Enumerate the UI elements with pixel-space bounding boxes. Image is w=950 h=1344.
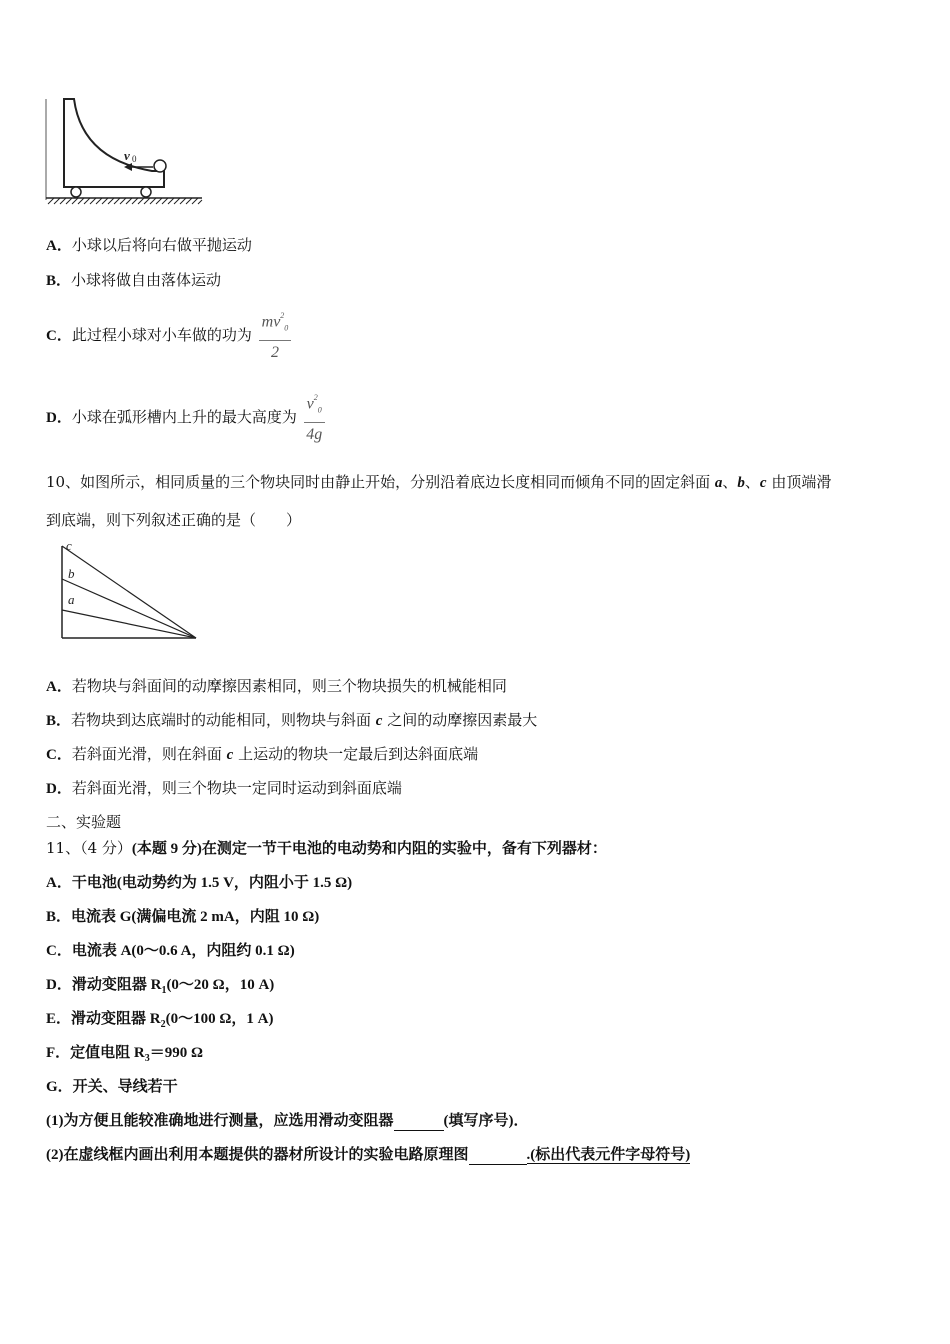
item-text: (0～20 Ω，10 A) — [166, 977, 275, 993]
item-subscript: 2 — [160, 1019, 166, 1030]
option-text: 若物块与斜面间的动摩擦因素相同，则三个物块损失的机械能相同 — [71, 677, 507, 695]
question-number: 11、 — [46, 839, 81, 857]
section-title — [46, 812, 121, 832]
question-score: （4 分） — [80, 839, 132, 857]
var-c: c — [375, 713, 383, 729]
subquestion-text: (填写序号)． — [443, 1113, 529, 1129]
question-number: 10、 — [46, 473, 81, 491]
item-label: A． — [46, 875, 72, 891]
label-c: c — [66, 540, 72, 553]
option-text: 小球在弧形槽内上升的最大高度为 — [71, 408, 297, 427]
item-text: 电流表 A(0～0.6 A，内阻约 0.1 Ω) — [71, 943, 295, 959]
item-subscript: 1 — [161, 985, 167, 996]
ground-hatching — [48, 198, 202, 204]
fraction-sub: 0 — [284, 323, 289, 333]
cart-wheel-left — [71, 187, 81, 197]
section-title-text: 二、实验题 — [46, 813, 122, 831]
var-a: a — [714, 475, 723, 491]
subquestion-text: (2)在虚线框内画出利用本题提供的器材所设计的实验电路原理图 — [46, 1147, 469, 1163]
fraction-numerator: v — [306, 395, 314, 413]
ball — [154, 160, 166, 172]
answer-blank[interactable] — [469, 1144, 527, 1165]
q11-subquestion-2 — [46, 1144, 690, 1165]
incline-b — [62, 579, 196, 638]
var-c: c — [759, 475, 767, 491]
q9-option-c — [46, 308, 291, 361]
separator: 、 — [744, 473, 760, 491]
cart-track-figure — [40, 95, 210, 210]
item-text: 滑动变阻器 R — [71, 977, 162, 993]
option-text: 上运动的物块一定最后到达斜面底端 — [233, 745, 479, 763]
fraction-denominator: 2 — [270, 343, 279, 361]
option-label: C． — [46, 328, 72, 345]
var-b: b — [737, 475, 745, 491]
option-label: A． — [46, 679, 72, 695]
height-fraction — [304, 390, 325, 446]
cart-body — [64, 99, 164, 187]
option-label: B． — [46, 713, 72, 729]
q11-item-d — [46, 974, 274, 1001]
option-text: 小球以后将向右做平抛运动 — [71, 236, 252, 254]
q10-stem-line1 — [46, 472, 831, 493]
answer-blank[interactable] — [394, 1110, 444, 1131]
item-text: ＝990 Ω — [149, 1045, 204, 1061]
item-text: 定值电阻 R — [70, 1045, 145, 1061]
option-text: 若斜面光滑，则在斜面 — [71, 745, 227, 763]
velocity-subscript: 0 — [132, 154, 137, 164]
option-text: 此过程小球对小车做的功为 — [71, 326, 252, 345]
item-label: E． — [46, 1011, 72, 1027]
q10-option-b — [46, 710, 537, 731]
option-text: 若斜面光滑，则三个物块一定同时运动到斜面底端 — [71, 779, 402, 797]
q10-option-d — [46, 778, 402, 799]
separator: 、 — [722, 473, 738, 491]
q11-stem — [46, 838, 607, 859]
item-label: D． — [46, 977, 72, 993]
label-a: a — [68, 592, 75, 607]
q9-option-d — [46, 390, 325, 442]
question-text: 到底端，则下列叙述正确的是（ ） — [46, 511, 302, 529]
option-label: B． — [46, 273, 72, 289]
subquestion-text: (1)为方便且能较准确地进行测量，应选用滑动变阻器 — [46, 1113, 394, 1129]
item-label: G． — [46, 1079, 73, 1095]
item-text: 开关、导线若干 — [72, 1079, 178, 1095]
item-text: 滑动变阻器 R — [71, 1011, 161, 1027]
fraction-sup: 2 — [280, 311, 285, 320]
option-label: D． — [46, 781, 72, 797]
option-label: A． — [46, 238, 72, 254]
fraction-numerator: mv — [261, 313, 281, 331]
option-text: 之间的动摩擦因素最大 — [382, 711, 538, 729]
q11-item-e — [46, 1008, 273, 1035]
q11-item-b — [46, 906, 319, 927]
item-text: (0～100 Ω，1 A) — [165, 1011, 274, 1027]
q11-item-a — [46, 872, 352, 893]
q10-stem-line2 — [46, 510, 301, 530]
question-text: 由顶端滑 — [766, 473, 832, 491]
cart-wheel-right — [141, 187, 151, 197]
q11-item-f — [46, 1042, 203, 1069]
fraction-denominator: 4g — [306, 425, 323, 443]
question-text: 如图所示，相同质量的三个物块同时由静止开始，分别沿着底边长度相同而倾角不同的固定斜面 — [80, 473, 715, 491]
label-b: b — [68, 566, 75, 581]
fraction-sup: 2 — [313, 393, 318, 402]
velocity-label: v — [124, 148, 130, 163]
work-fraction — [259, 308, 292, 364]
option-label: C． — [46, 747, 72, 763]
question-text: (本题 9 分)在测定一节干电池的电动势和内阻的实验中，备有下列器材： — [131, 841, 607, 857]
option-label: D． — [46, 410, 72, 427]
q9-option-a — [46, 235, 252, 256]
subquestion-text: .(标出代表元件字母符号) — [526, 1147, 691, 1163]
item-label: C． — [46, 943, 72, 959]
var-c: c — [226, 747, 234, 763]
q11-item-g — [46, 1076, 178, 1097]
q10-option-c — [46, 744, 478, 765]
item-subscript: 3 — [144, 1053, 150, 1064]
item-label: F． — [46, 1045, 71, 1061]
fraction-sub: 0 — [317, 405, 322, 415]
item-label: B． — [46, 909, 72, 925]
item-text: 电流表 G(满偏电流 2 mA，内阻 10 Ω) — [71, 909, 320, 925]
q11-subquestion-1 — [46, 1110, 529, 1131]
option-text: 小球将做自由落体运动 — [71, 271, 222, 289]
item-text: 干电池(电动势约为 1.5 V，内阻小于 1.5 Ω) — [71, 875, 353, 891]
q9-option-b — [46, 270, 221, 291]
option-text: 若物块到达底端时的动能相同，则物块与斜面 — [71, 711, 376, 729]
q10-option-a — [46, 676, 507, 697]
inclines-figure — [56, 540, 206, 644]
q11-item-c — [46, 940, 295, 961]
